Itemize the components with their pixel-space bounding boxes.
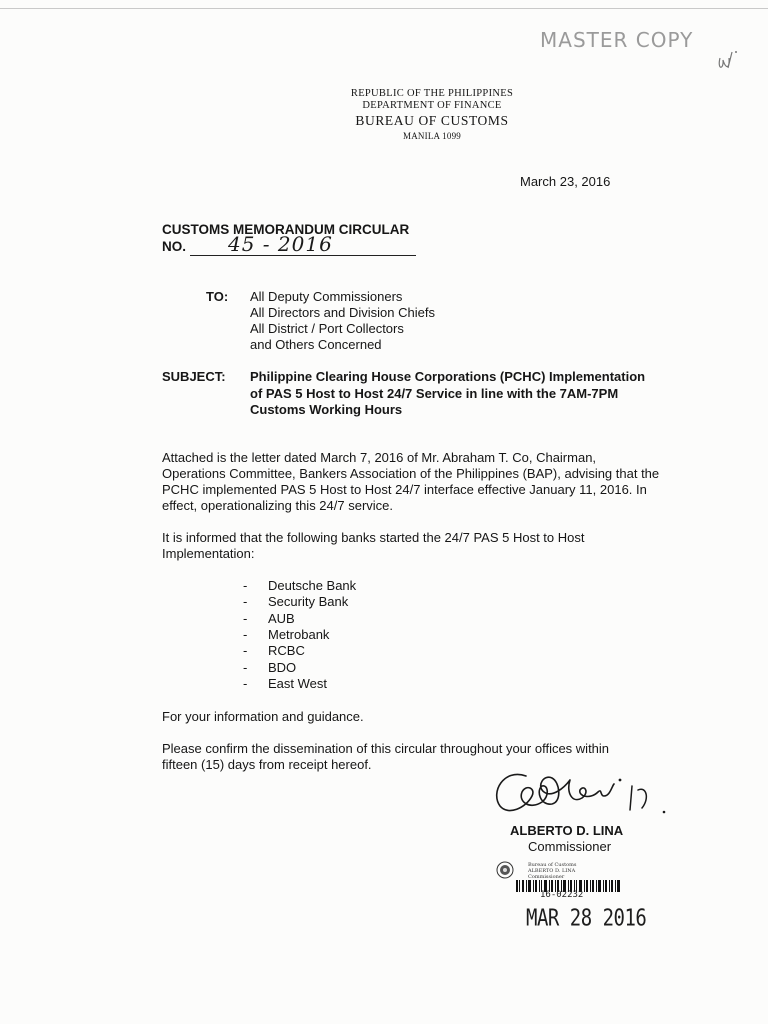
body-line: PCHC implemented PAS 5 Host to Host 24/7 interface effective January 11, 2016. In	[162, 482, 647, 497]
recipient-line: and Others Concerned	[250, 337, 382, 352]
subject-line: Philippine Clearing House Corporations (PCHC) Implementation	[250, 369, 646, 384]
subject-line: of PAS 5 Host to Host 24/7 Service in line with the 7AM-7PM	[250, 386, 619, 401]
body-line: Implementation:	[162, 546, 255, 561]
body-line: Please confirm the dissemination of this circular throughout your offices within	[162, 741, 610, 756]
body-line: Attached is the letter dated March 7, 2016 of Mr. Abraham T. Co, Chairman,	[162, 450, 597, 465]
body-line: fifteen (15) days from receipt hereof.	[162, 757, 372, 772]
list-bullet: -	[243, 611, 248, 626]
bank-item: BDO	[268, 660, 297, 675]
signatory-name: ALBERTO D. LINA	[510, 823, 624, 838]
list-bullet: -	[243, 676, 248, 691]
stamp-position: Commissioner	[528, 874, 565, 880]
list-bullet: -	[243, 643, 248, 658]
stamp-initials-mark	[714, 48, 744, 74]
signatory-title: Commissioner	[528, 839, 612, 854]
bank-item: Deutsche Bank	[268, 578, 357, 593]
body-line: It is informed that the following banks started the 24/7 PAS 5 Host to Host	[162, 530, 585, 545]
bureau-seal-icon	[496, 861, 514, 879]
recipient-line: All Directors and Division Chiefs	[250, 305, 435, 320]
recipient-line: All Deputy Commissioners	[250, 289, 403, 304]
list-bullet: -	[243, 594, 248, 609]
bank-item: Security Bank	[268, 594, 349, 609]
letterhead-city: MANILA 1099	[403, 131, 461, 141]
body-line: effect, operationalizing this 24/7 service.	[162, 498, 394, 513]
circular-title: CUSTOMS MEMORANDUM CIRCULAR	[162, 222, 410, 237]
circular-number-label: NO.	[162, 239, 187, 254]
letterhead-department: DEPARTMENT OF FINANCE	[362, 100, 502, 111]
bank-item: RCBC	[268, 643, 305, 658]
to-label: TO:	[206, 289, 229, 304]
barcode-number: 16-02232	[540, 890, 584, 900]
stamp-name: ALBERTO D. LINA	[528, 868, 576, 874]
body-line: For your information and guidance.	[162, 709, 364, 724]
bank-item: AUB	[268, 611, 295, 626]
master-copy-stamp: MASTER COPY	[540, 28, 694, 52]
letterhead-bureau: BUREAU OF CUSTOMS	[355, 113, 509, 128]
stamp-office: Bureau of Customs	[528, 862, 577, 868]
subject-label: SUBJECT:	[162, 369, 226, 384]
received-date-stamp: MAR 28 2016	[526, 905, 647, 932]
bank-item: East West	[268, 676, 328, 691]
bank-item: Metrobank	[268, 627, 330, 642]
body-line: Operations Committee, Bankers Association of the Philippines (BAP), advising that the	[162, 466, 660, 481]
recipient-line: All District / Port Collectors	[250, 321, 404, 336]
letterhead-republic: REPUBLIC OF THE PHILIPPINES	[350, 88, 514, 99]
memo-date: March 23, 2016	[520, 174, 611, 189]
circular-number-handwritten: 45 - 2016	[228, 232, 333, 256]
scan-edge-line	[0, 8, 768, 9]
handwritten-signature	[486, 762, 676, 824]
subject-line: Customs Working Hours	[250, 402, 403, 417]
list-bullet: -	[243, 627, 248, 642]
list-bullet: -	[243, 578, 248, 593]
list-bullet: -	[243, 660, 248, 675]
